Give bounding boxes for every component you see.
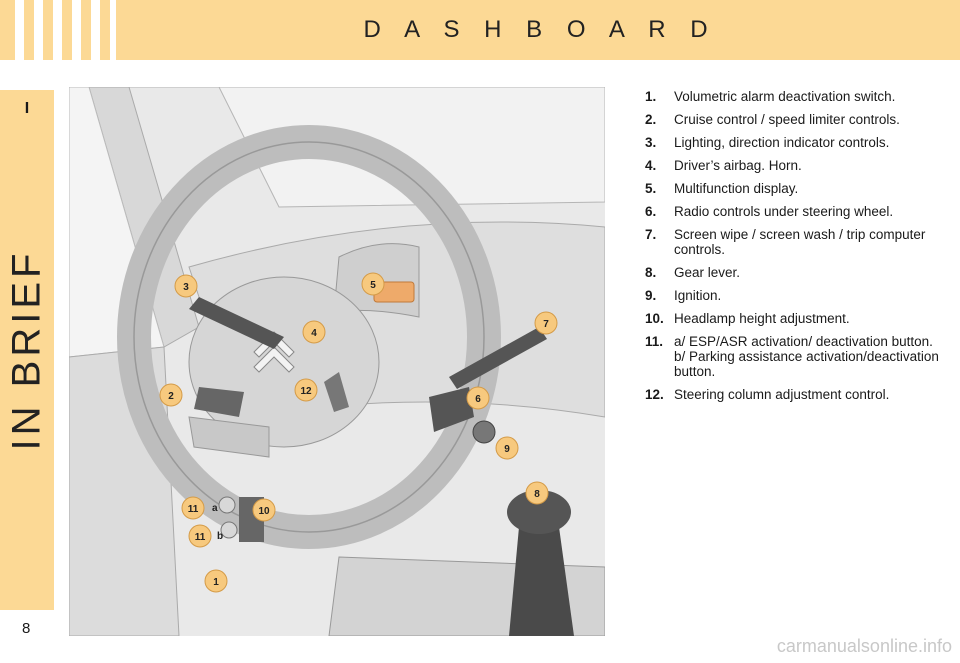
legend-number: 2. [645,112,657,127]
legend-text: Lighting, direction indicator controls. [674,135,890,150]
legend-number: 4. [645,158,657,173]
legend-number: 11. [645,334,664,349]
legend-item [645,204,945,219]
callout-9 [496,437,518,459]
callout-4 [303,321,325,343]
stripe [110,0,116,60]
legend-number: 7. [645,227,657,242]
legend-text: Screen wipe / screen wash / trip computer controls. [674,227,926,257]
callout-1 [205,570,227,592]
callout-7 [535,312,557,334]
stripe [72,0,81,60]
svg-text:1: 1 [213,577,219,588]
decorative-stripes [0,0,120,60]
callout-10 [253,499,275,521]
svg-text:11: 11 [194,532,206,543]
legend-item [645,181,945,196]
legend-number: 6. [645,204,657,219]
legend-text: Driver’s airbag. Horn. [674,158,802,173]
dashboard-illustration [69,87,605,636]
legend-item [645,135,945,150]
callout-8 [526,482,548,504]
svg-text:2: 2 [168,391,174,402]
svg-text:3: 3 [183,282,189,293]
legend-number: 10. [645,311,664,326]
svg-text:b: b [217,531,224,542]
svg-text:9: 9 [504,444,510,455]
legend-number: 8. [645,265,657,280]
stripe [15,0,24,60]
callout-12 [295,379,317,401]
svg-text:6: 6 [475,394,481,405]
legend-item [645,288,945,303]
legend-item [645,311,945,326]
legend-item [645,265,945,280]
legend-item [645,89,945,104]
legend-text: a/ ESP/ASR activation/ deactivation button. [674,334,933,349]
section-title: IN BRIEF [4,249,49,451]
legend-list [645,89,945,410]
legend-number: 12. [645,387,664,402]
legend-text: Ignition. [674,288,722,303]
legend-text: Radio controls under steering wheel. [674,204,894,219]
stripe [34,0,43,60]
legend-text: Gear lever. [674,265,741,280]
callout-2 [160,384,182,406]
chapter-number: I [24,100,30,117]
legend-text: Cruise control / speed limiter controls. [674,112,900,127]
callout-5 [362,273,384,295]
page-title: D A S H B O A R D [363,16,717,43]
stripe [53,0,62,60]
callout-3 [175,275,197,297]
legend-number: 1. [645,89,657,104]
svg-text:11: 11 [187,504,199,515]
legend-text: b/ Parking assistance activation/deactivation button. [674,349,939,379]
svg-text:a: a [212,503,218,514]
legend-text: Multifunction display. [674,181,799,196]
legend-text: Headlamp height adjustment. [674,311,850,326]
legend-text: Volumetric alarm deactivation switch. [674,89,896,104]
stripe [91,0,100,60]
legend-item [645,158,945,173]
svg-text:5: 5 [370,280,376,291]
watermark: carmanualsonline.info [776,636,952,656]
svg-text:4: 4 [311,328,317,339]
svg-text:8: 8 [534,489,540,500]
svg-text:7: 7 [543,319,549,330]
callout-6 [467,387,489,409]
svg-text:12: 12 [300,386,312,397]
legend-item [645,227,945,257]
legend-number: 9. [645,288,657,303]
page-header [0,0,960,60]
legend-item [645,387,945,402]
page-number: 8 [22,620,31,637]
legend-number: 3. [645,135,657,150]
legend-item [645,112,945,127]
legend-number: 5. [645,181,657,196]
legend-text: Steering column adjustment control. [674,387,890,402]
legend-item [645,334,945,379]
svg-text:10: 10 [258,506,270,517]
